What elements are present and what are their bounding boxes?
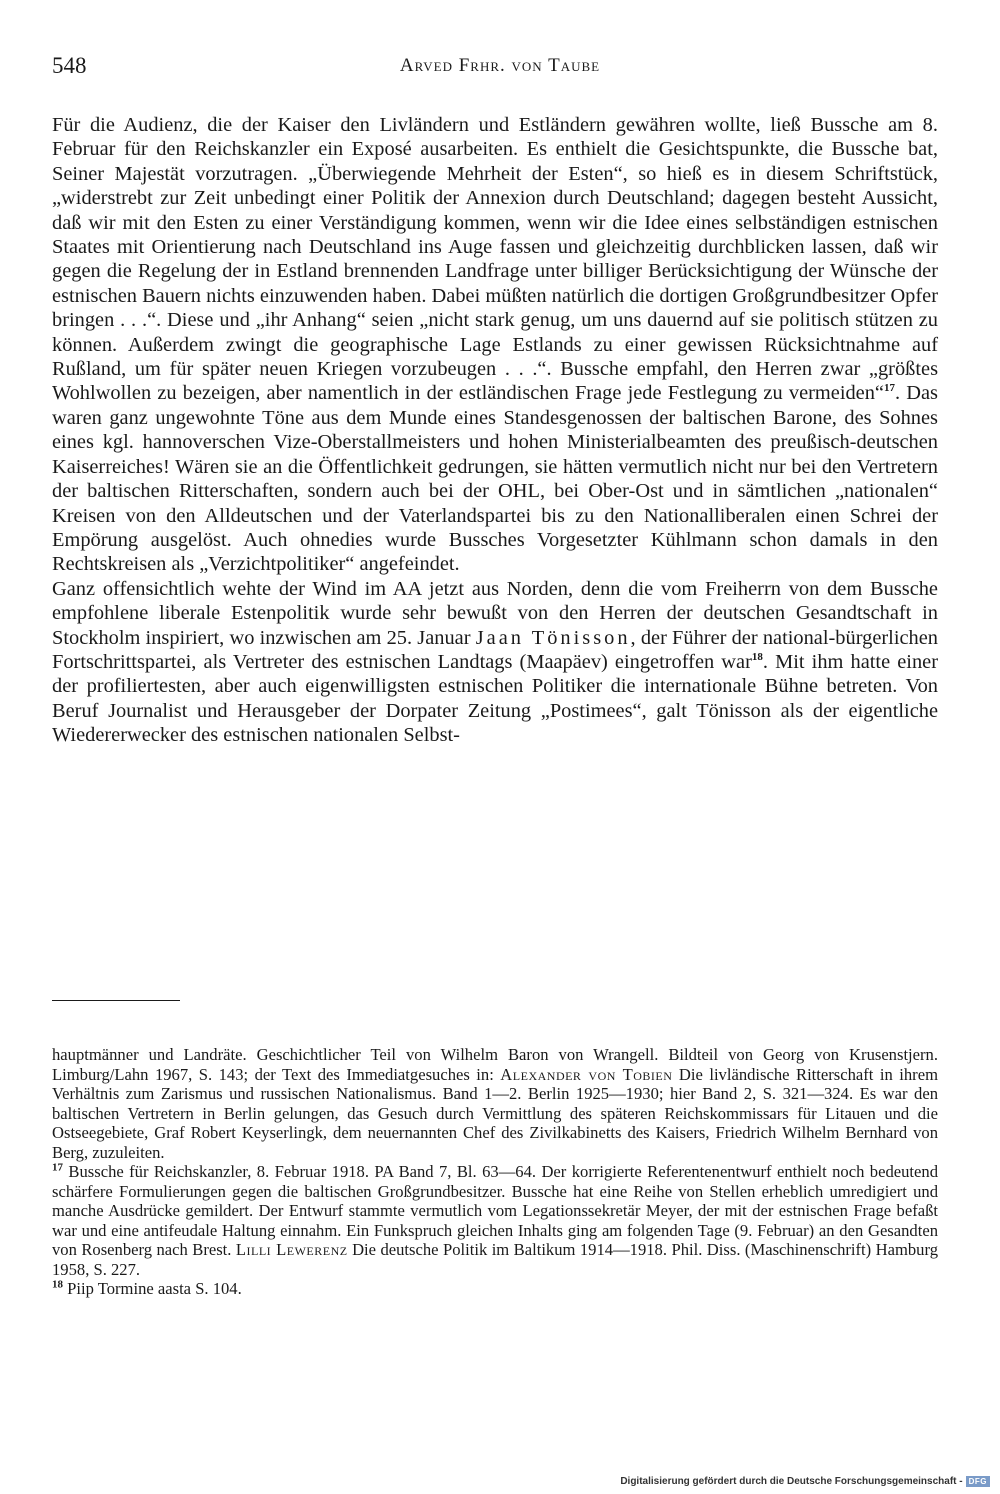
body-text — [52, 113, 938, 748]
paragraph-2-continuation: . Mit ihm hatte einer der profiliertesten, aber auch eigenwilligsten estnischen Politiker die internationale Bühne betreten. Von Beruf Journalist und Herausgeber der Dorpater Zeitung „Postimees“, galt Tönisson als der eigentliche Wiedererwecker des estnischen nationalen Selbst- — [52, 650, 938, 747]
footnote-17-number: 17 — [52, 1161, 63, 1174]
footnote-ref-18: 18 — [751, 651, 763, 664]
cited-author: Lilli Lewerenz — [235, 1240, 348, 1259]
paragraph-1 — [52, 113, 938, 577]
footnote-ref-17: 17 — [883, 382, 895, 395]
paragraph-1-continuation: . Das waren ganz ungewohnte Töne aus dem Munde eines Standesgenossen der baltischen Barone, des Sohnes eines kgl. hannoverschen Vize-Oberstallmeisters und hohen Ministerialbeamten des preußisch-deutschen Kaiserreiches! Wären sie an die Öffentlichkeit gedrungen, sie hätten vermutlich nicht nur bei den Vertretern der baltischen Ritterschaften, sondern auch bei der OHL, bei Ober-Ost und in sämtlichen „nationalen“ Kreisen von den Alldeutschen und der Vaterlandspartei bis zu den Nationalliberalen einen Schrei der Empörung ausgelöst. Auch ohnedies wurde Bussches Vorgesetzter Kühlmann schon damals in den Rechtskreisen als „Verzichtpolitiker“ angefeindet. — [52, 382, 938, 576]
paragraph-1-text: ließ Bussche am 8. Februar für den Reichskanzler ein Exposé ausarbeiten. Es enthielt die Gesichtspunkte, die Bussche bat, Seiner Majestät vorzutragen. „Überwiegende Mehrheit der Esten“, so hieß es in diesem Schriftstück, „widerstrebt zur Zeit unbedingt einer Politik der Annexion durch Deutschland; dagegen besteht Aussicht, daß wir mit den Esten zu einer Verständigung kommen, wenn wir die Idee eines selbständigen estnischen Staates mit Orientierung nach Deutschland ins Auge fassen und gleichzeitig durchblicken lassen, daß wir gegen die Regelung der in Estland brennenden Landfrage unter billiger Berücksichtigung der Wünsche der estnischen Bauern nichts einzuwenden haben. Dabei müßten natürlich die dortigen Großgrundbesitzer Opfer bringen . . .“. Diese und „ihr Anhang“ seien „nicht stark genug, um uns dauernd auf sie politisch stützen zu können. Außerdem zwingt die geographische Lage Estlands zu einer gewissen Rücksichtnahme auf Rußland, um für später neuen Kriegen vorzubeugen . . .“. Bussche empfahl, den Herren zwar „größtes Wohlwollen zu bezeigen, aber namentlich in der estländischen Frage jede Festlegung zu vermeiden“ — [52, 114, 938, 405]
dfg-logo: DFG — [966, 1476, 990, 1487]
cited-author: Alexander von Tobien — [500, 1064, 673, 1084]
footnote-18-number: 18 — [52, 1278, 63, 1291]
footnote-continued-rest: Die livländische Ritterschaft in ihrem Verhältnis zum Zarismus und russischen Nationalismus. Band 1—2. Berlin 1925—1930; hier Band 2, S. 321—324. Es war den baltischen Vertretern in Berlin gelungen, das Gesuch durch Vermittlung des späteren Reichskommissars für Litauen und die Ostseegebiete, Graf Robert Keyserlingk, dem neuernannten Chef des Zivilkabinetts des Kaisers, Friedrich Wilhelm Bernhard von Berg, zuzuleiten. — [52, 1064, 938, 1162]
paragraph-2 — [52, 577, 938, 748]
footnote-17-text: Bussche für Reichskanzler, 8. Februar 1918. PA Band 7, Bl. 63—64. Der korrigierte Referentenentwurf enthielt noch bedeutend schärfere Formulierungen gegen die baltischen Großgrundbesitzer. Bussche hat eine Reihe von Stellen erheblich umredigiert und manche Ausdrücke gemildert. Der Entwurf stammte vermutlich vom Legationssekretär Meyer, der mit der estnischen Frage befaßt war und eine antifeudale Haltung einnahm. Ein Funkspruch gleichen Inhalts ging am folgenden Tage (9. Februar) an den Gesandten von Rosenberg nach Brest. — [52, 1162, 938, 1259]
credit-text: Digitalisierung gefördert durch die Deutsche Forschungsgemeinschaft - — [620, 1476, 963, 1487]
footnote-18-text: Piip Tormine aasta S. 104. — [67, 1279, 242, 1298]
paragraph-1-first-line: Für die Audienz, die der Kaiser den Livländern und Estländern gewähren wollte, — [52, 114, 761, 136]
footnotes — [52, 1045, 938, 1299]
footnote-continued-text: hauptmänner und Landräte. Geschichtlicher Teil von Wilhelm Baron von Wrangell. Bildteil von Georg von Krusenstjern. Limburg/Lahn 1967, S. 143; der Text des Immediatgesuches in: — [52, 1045, 938, 1084]
person-name-tonisson: Jaan Tönisson — [475, 626, 631, 649]
footnote-18 — [52, 1279, 938, 1299]
paragraph-2-middle: , der Führer der national-bürgerlichen Fortschrittspartei, als Vertreter des estnischen Landtags (Maapäev) eingetroffen war — [52, 626, 938, 673]
footnote-divider — [52, 1000, 180, 1001]
page-number: 548 — [52, 53, 87, 78]
footnote-17-rest: Die deutsche Politik im Baltikum 1914—1918. Phil. Diss. (Maschinenschrift) Hamburg 1958, S. 227. — [52, 1240, 938, 1279]
footnote-continued — [52, 1045, 938, 1162]
running-head: Arved Frhr. von Taube — [399, 55, 601, 76]
digitization-credit — [620, 1476, 990, 1487]
footnote-17 — [52, 1162, 938, 1279]
paragraph-2-text: Ganz offensichtlich wehte der Wind im AA jetzt aus Norden, denn die vom Freiherrn von dem Bussche empfohlene liberale Estenpolitik wurde sehr bewußt von den Herren der deutschen Gesandtschaft in Stockholm inspiriert, wo inzwischen am 25. Januar — [52, 577, 938, 649]
